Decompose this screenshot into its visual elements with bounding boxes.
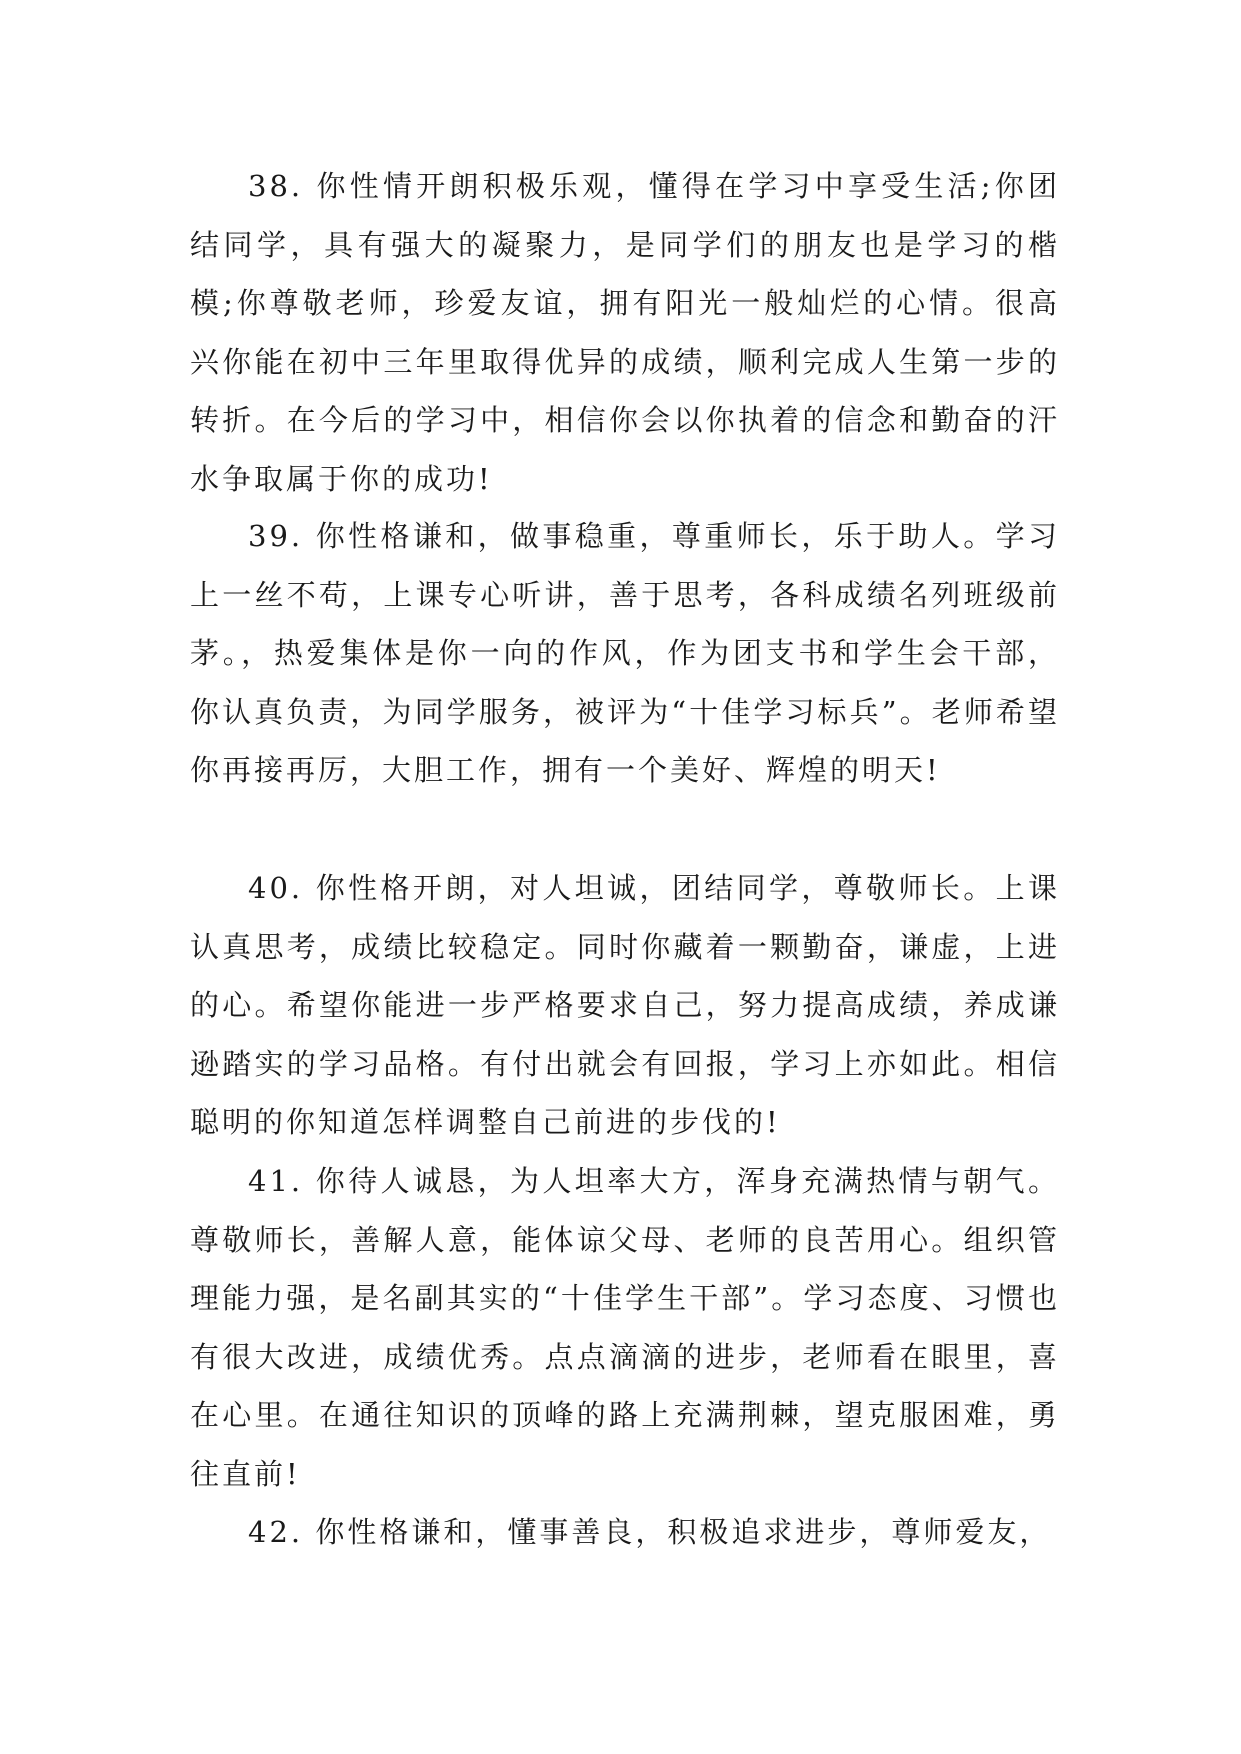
- comment-paragraph-42: 42. 你性格谦和，懂事善良，积极追求进步，尊师爱友，: [248, 1515, 1052, 1549]
- comment-paragraph-41: 41. 你待人诚恳，为人坦率大方，浑身充满热情与朝气。尊敬师长，善解人意，能体谅父母、老师的良苦用心。组织管理能力强，是名副其实的“十佳学生干部”。学习态度、习惯也有很大改进，成绩优秀。点点滴滴的进步，老师看在眼里，喜在心里。在通往知识的顶峰的路上充满荆棘，望克服困难，勇往直前!: [190, 1164, 1060, 1491]
- comment-paragraph-38: 38. 你性情开朗积极乐观，懂得在学习中享受生活;你团结同学，具有强大的凝聚力，是同学们的朋友也是学习的楷模;你尊敬老师，珍爱友谊，拥有阳光一般灿烂的心情。很高兴你能在初中三年里取得优异的成绩，顺利完成人生第一步的转折。在今后的学习中，相信你会以你执着的信念和勤奋的汗水争取属于你的成功!: [190, 169, 1061, 496]
- comment-paragraph-40: 40. 你性格开朗，对人坦诚，团结同学，尊敬师长。上课认真思考，成绩比较稳定。同时你藏着一颗勤奋，谦虚，上进的心。希望你能进一步严格要求自己，努力提高成绩，养成谦逊踏实的学习品格。有付出就会有回报，学习上亦如此。相信聪明的你知道怎样调整自己前进的步伐的!: [190, 871, 1060, 1139]
- comment-paragraph-39: 39. 你性格谦和，做事稳重，尊重师长，乐于助人。学习上一丝不苟，上课专心听讲，善于思考，各科成绩名列班级前茅。，热爱集体是你一向的作风，作为团支书和学生会干部，你认真负责，为同学服务，被评为“十佳学习标兵”。老师希望你再接再厉，大胆工作，拥有一个美好、辉煌的明天!: [190, 519, 1060, 787]
